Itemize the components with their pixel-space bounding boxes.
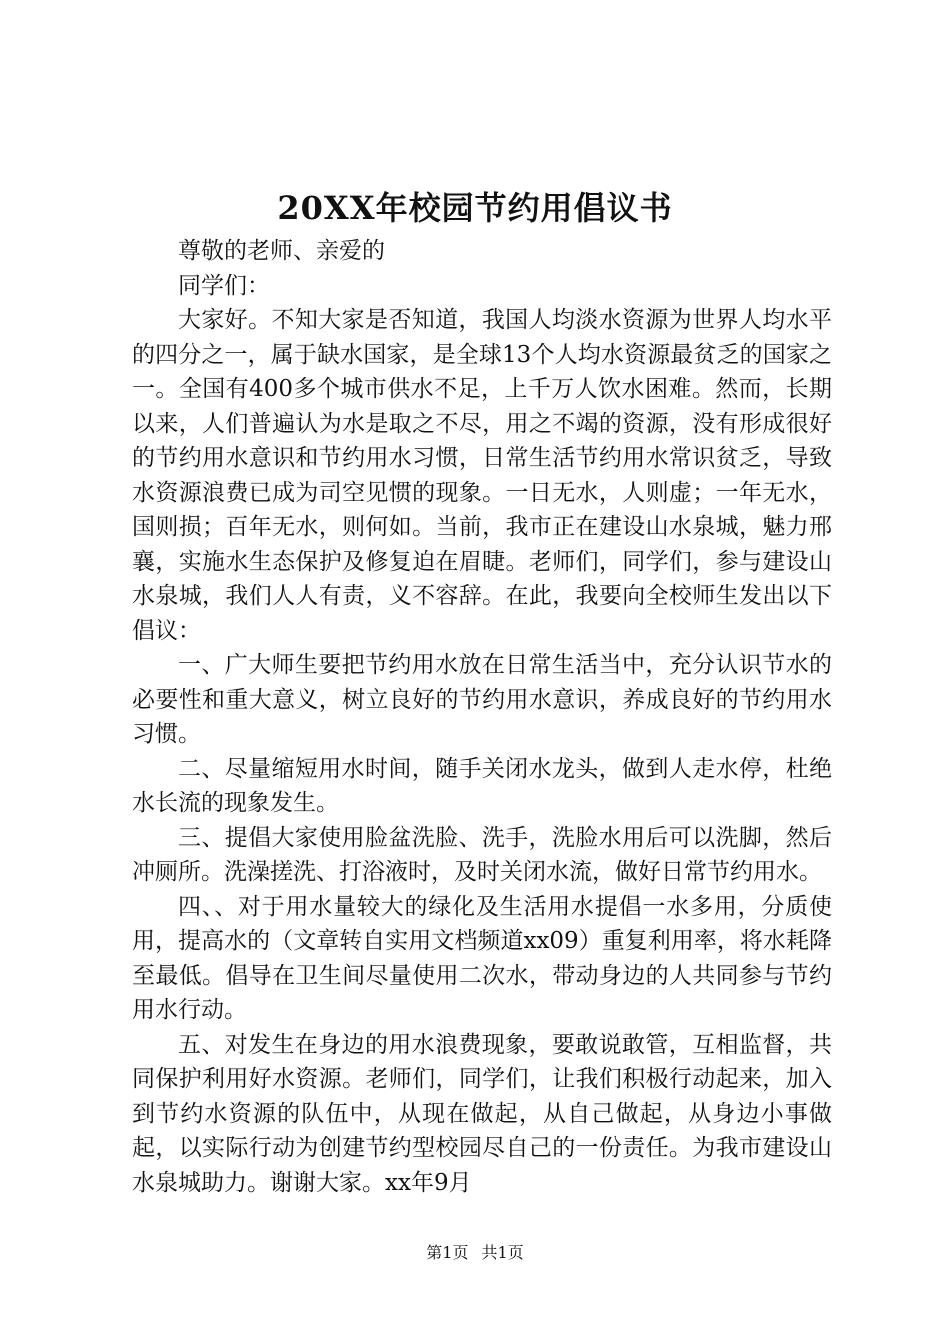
paragraph-item-1: 一、广大师生要把节约用水放在日常生活当中，充分认识节水的必要性和重大意义，树立良好的节约用水意识，养成良好的节约用水习惯。 (132, 652, 832, 747)
paragraph-item-3: 三、提倡大家使用脸盆洗脸、洗手，洗脸水用后可以洗脚，然后冲厕所。洗澡搓洗、打浴液时，及时关闭水流，做好日常节约用水。 (132, 824, 832, 885)
document-body (132, 234, 832, 1200)
salutation-line-2: 同学们： (178, 272, 270, 299)
page-number-total: 共1页 (481, 1243, 524, 1262)
page-footer (0, 1242, 950, 1264)
paragraph-item-4: 四、、对于用水量较大的绿化及生活用水提倡一水多用，分质使用，提高水的（文章转自实用文档频道xx09）重复利用率，将水耗降至最低。倡导在卫生间尽量使用二次水，带动身边的人共同参与节约用水行动。 (132, 893, 832, 1023)
paragraph-item-5: 五、对发生在身边的用水浪费现象，要敢说敢管，互相监督，共同保护利用好水资源。老师们，同学们，让我们积极行动起来，加入到节约水资源的队伍中，从现在做起，从自己做起，从身边小事做起，以实际行动为创建节约型校园尽自己的一份责任。为我市建设山水泉城助力。谢谢大家。xx年9月 (132, 1031, 832, 1196)
salutation-line-1: 尊敬的老师、亲爱的 (178, 238, 385, 264)
paragraph-item-2: 二、尽量缩短用水时间，随手关闭水龙头，做到人走水停，杜绝水长流的现象发生。 (132, 755, 832, 816)
page-number-current: 第1页 (426, 1243, 469, 1262)
document-title: 20XX年校园节约用倡议书 (277, 189, 673, 227)
paragraph-intro: 大家好。不知大家是否知道，我国人均淡水资源为世界人均水平的四分之一，属于缺水国家，是全球13个人均水资源最贫乏的国家之一。全国有400多个城市供水不足，上千万人饮水困难。然而，长期以来，人们普遍认为水是取之不尽，用之不竭的资源，没有形成很好的节约用水意识和节约用水习惯，日常生活节约用水常识贫乏，导致水资源浪费已成为司空见惯的现象。一日无水，人则虚；一年无水，国则损；百年无水，则何如。当前，我市正在建设山水泉城，魅力邢襄，实施水生态保护及修复迫在眉睫。老师们，同学们，参与建设山水泉城，我们人人有责，义不容辞。在此，我要向全校师生发出以下倡议： (132, 307, 832, 644)
